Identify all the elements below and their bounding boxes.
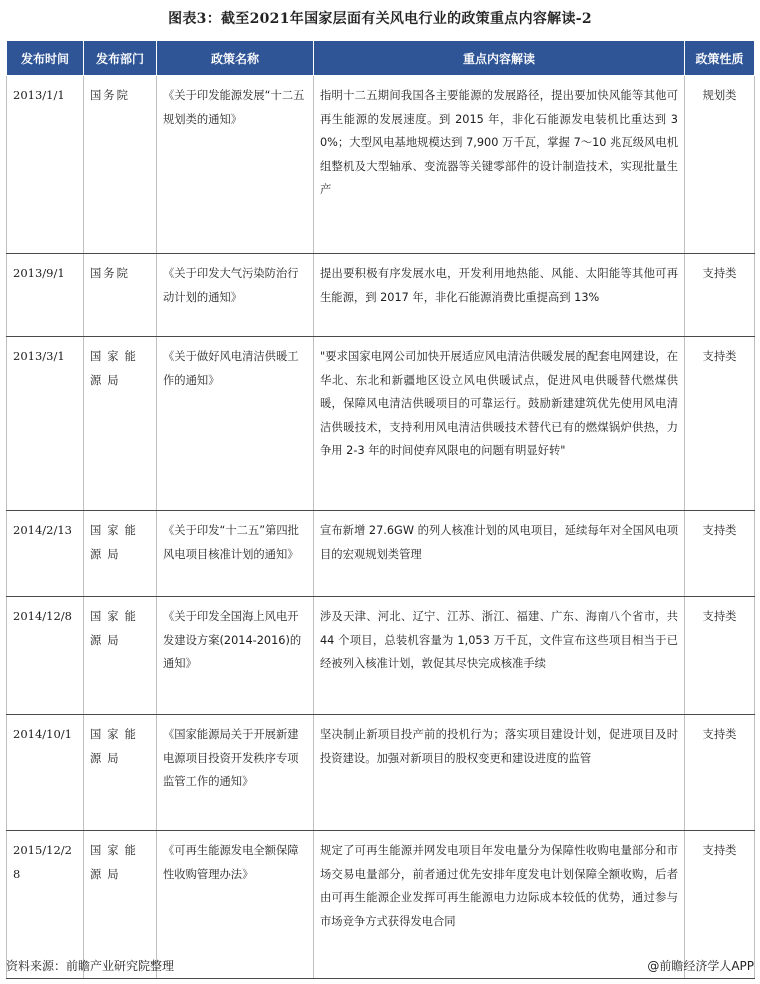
table-row (7, 511, 755, 597)
policy-table (6, 40, 755, 979)
cell-nature: 支持类 (685, 597, 755, 715)
cell-date: 2014/10/1 (7, 715, 84, 831)
header-dept: 发布部门 (84, 41, 157, 76)
cell-nature: 支持类 (685, 337, 755, 511)
cell-policy-name: 《可再生能源发电全额保障性收购管理办法》 (157, 831, 314, 979)
table-row (7, 76, 755, 254)
cell-content: 坚决制止新项目投产前的投机行为；落实项目建设计划，促进项目及时投资建设。加强对新项目的股权变更和建设进度的监管 (314, 715, 685, 831)
cell-date: 2014/12/8 (7, 597, 84, 715)
cell-dept: 国家能源局 (84, 511, 157, 597)
header-content: 重点内容解读 (314, 41, 685, 76)
cell-dept: 国务院 (84, 254, 157, 337)
cell-content: 宣布新增 27.6GW 的列人核准计划的风电项目，延续每年对全国风电项目的宏观规划类管理 (314, 511, 685, 597)
cell-date: 2014/2/13 (7, 511, 84, 597)
cell-content: 指明十二五期间我国各主要能源的发展路径，提出要加快风能等其他可再生能源的发展速度。到 2015 年，非化石能源发电装机比重达到 30%；大型风电基地规模达到 7,900 万千瓦，掌握 7～10 兆瓦级风电机组整机及大型轴承、变流器等关键零部件的设计制造技术，实现批量生产 (314, 76, 685, 254)
footer (6, 957, 754, 975)
cell-policy-name: 《关于印发大气污染防治行动计划的通知》 (157, 254, 314, 337)
cell-content: "要求国家电网公司加快开展适应风电清洁供暖发展的配套电网建设，在华北、东北和新疆地区设立风电供暖试点，促进风电供暖替代燃煤供暖，保障风电清洁供暖项目的可靠运行。鼓励新建建筑优先使用风电清洁供暖技术，支持利用风电清洁供暖技术替代已有的燃煤锅炉供热，力争用 2-3 年的时间使弃风限电的问题有明显好转" (314, 337, 685, 511)
cell-content: 提出要积极有序发展水电，开发利用地热能、风能、太阳能等其他可再生能源，到 2017 年，非化石能源消费比重提高到 13% (314, 254, 685, 337)
table-row (7, 715, 755, 831)
table-row (7, 597, 755, 715)
header-nature: 政策性质 (685, 41, 755, 76)
cell-policy-name: 《国家能源局关于开展新建电源项目投资开发秩序专项监管工作的通知》 (157, 715, 314, 831)
cell-nature: 支持类 (685, 254, 755, 337)
brand-credit: @前瞻经济学人APP (647, 959, 754, 973)
cell-date: 2013/3/1 (7, 337, 84, 511)
cell-dept: 国家能源局 (84, 337, 157, 511)
cell-policy-name: 《关于做好风电清洁供暖工作的通知》 (157, 337, 314, 511)
page-title: 图表3：截至2021年国家层面有关风电行业的政策重点内容解读-2 (168, 11, 592, 27)
table-row (7, 337, 755, 511)
cell-policy-name: 《关于印发能源发展“十二五规划类的通知》 (157, 76, 314, 254)
cell-dept: 国家能源局 (84, 715, 157, 831)
cell-content: 涉及天津、河北、辽宁、江苏、浙江、福建、广东、海南八个省市，共 44 个项目，总装机容量为 1,053 万千瓦，文件宣布这些项目相当于已经被列入核准计划，敦促其尽快完成核准手续 (314, 597, 685, 715)
cell-date: 2013/1/1 (7, 76, 84, 254)
header-policy-name: 政策名称 (157, 41, 314, 76)
cell-dept: 国务院 (84, 76, 157, 254)
cell-date: 2015/12/28 (7, 831, 84, 979)
table-header-row (7, 41, 755, 76)
cell-nature: 支持类 (685, 715, 755, 831)
cell-nature: 规划类 (685, 76, 755, 254)
cell-nature: 支持类 (685, 511, 755, 597)
cell-dept: 国家能源局 (84, 831, 157, 979)
cell-policy-name: 《关于印发全国海上风电开发建设方案(2014-2016)的通知》 (157, 597, 314, 715)
cell-date: 2013/9/1 (7, 254, 84, 337)
cell-content: 规定了可再生能源并网发电项目年发电量分为保障性收购电量部分和市场交易电量部分，前者通过优先安排年度发电计划保障全额收购，后者由可再生能源企业发挥可再生能源电力边际成本较低的优势，通过参与市场竞争方式获得发电合同 (314, 831, 685, 979)
cell-nature: 支持类 (685, 831, 755, 979)
cell-dept: 国家能源局 (84, 597, 157, 715)
source-note: 资料来源：前瞻产业研究院整理 (6, 959, 175, 973)
cell-policy-name: 《关于印发“十二五”第四批风电项目核准计划的通知》 (157, 511, 314, 597)
header-date: 发布时间 (7, 41, 84, 76)
table-row (7, 254, 755, 337)
